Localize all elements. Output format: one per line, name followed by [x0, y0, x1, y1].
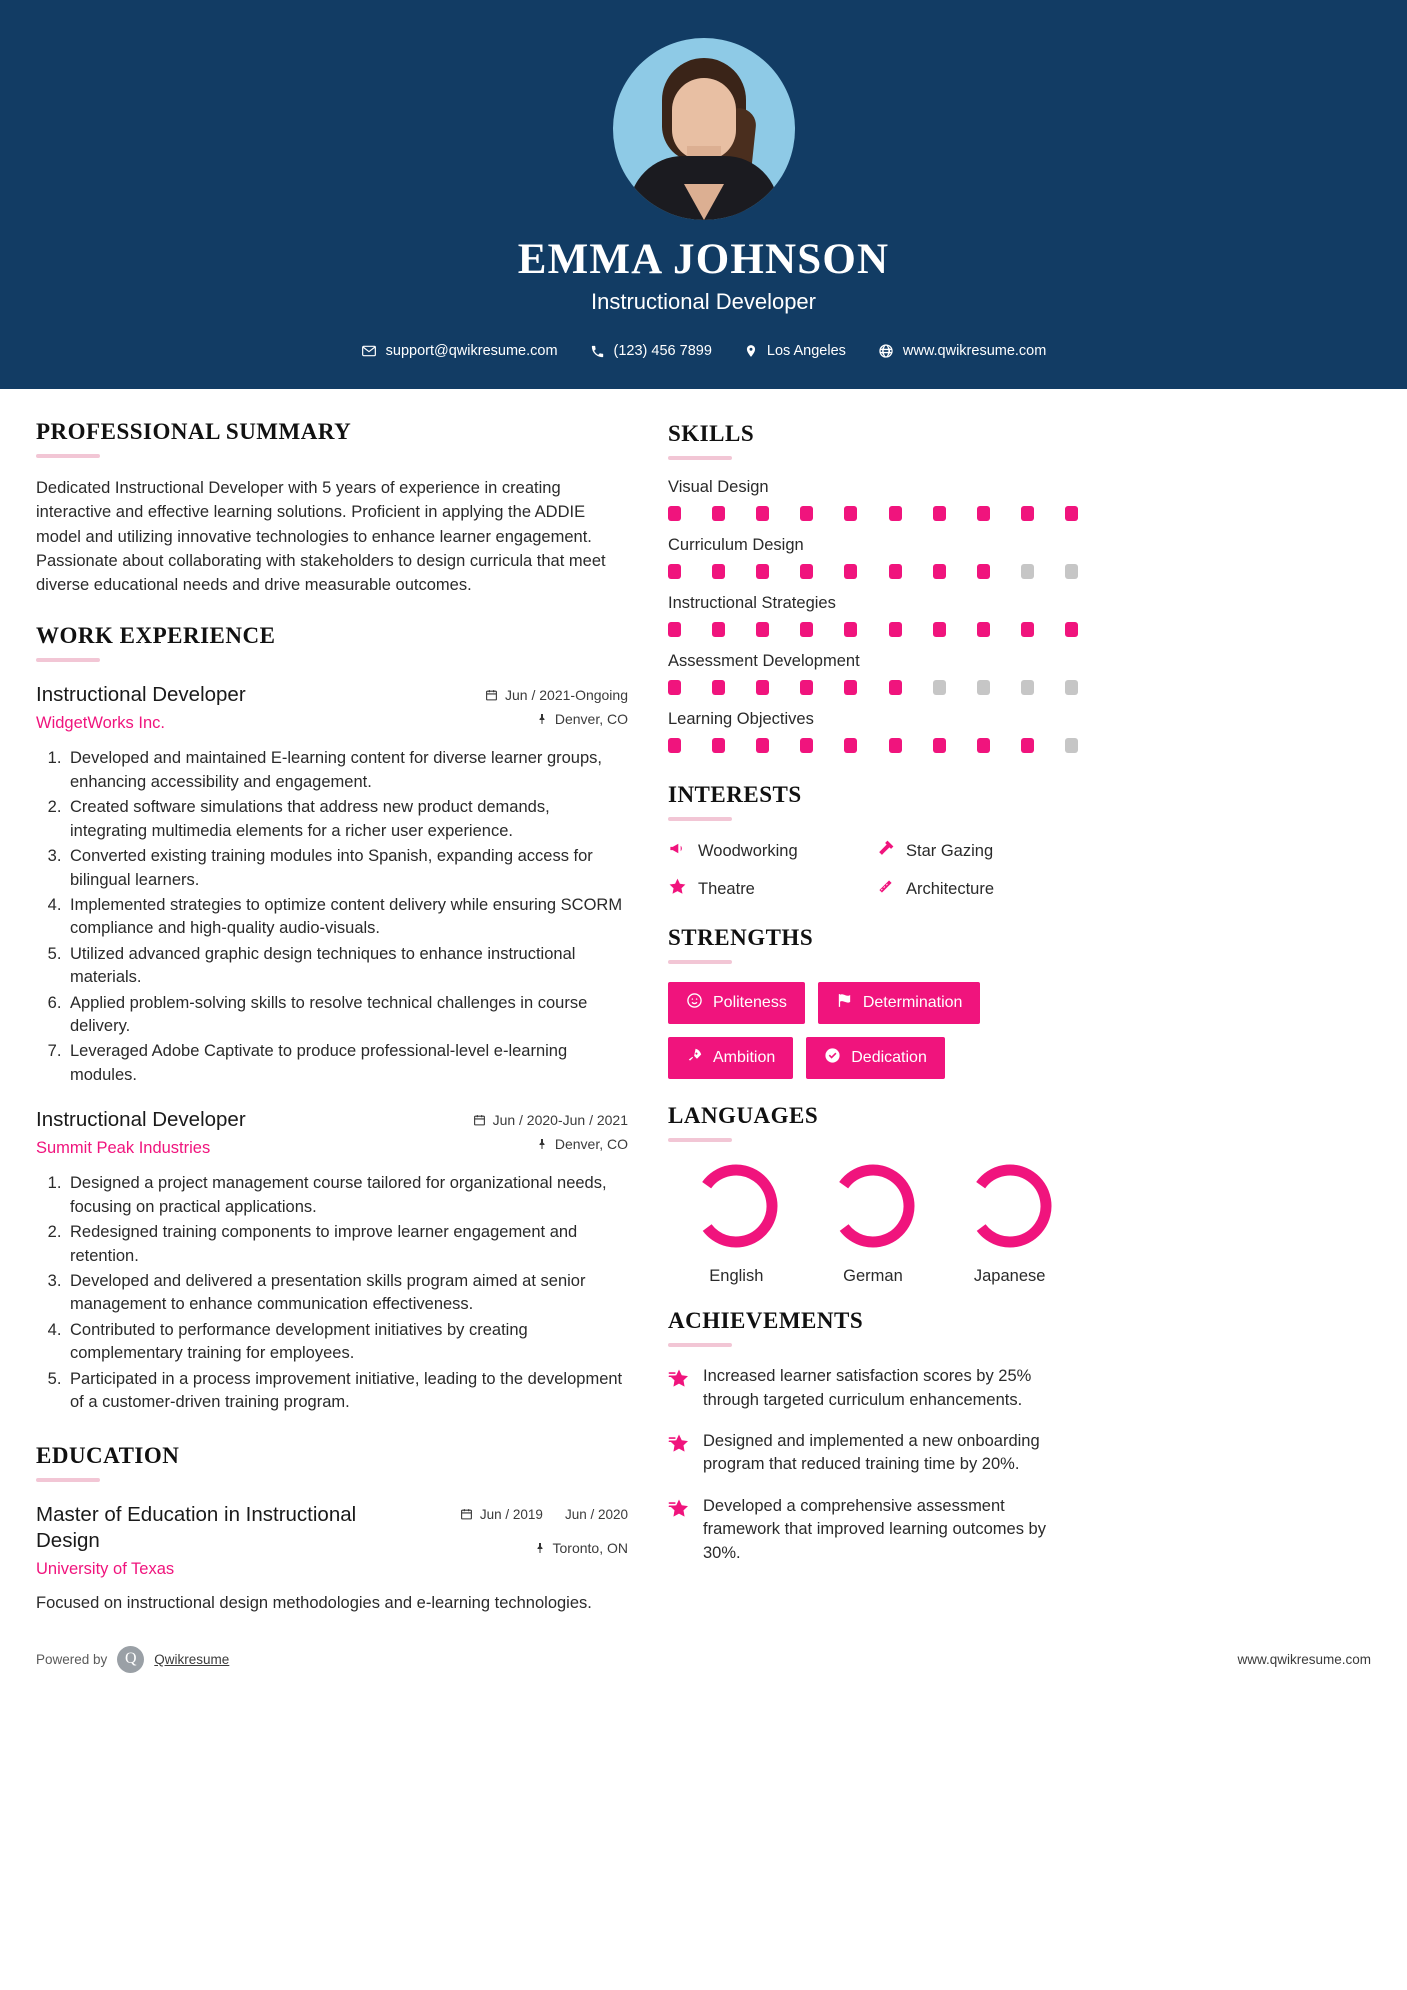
section-work-experience [36, 623, 628, 1414]
skill-dot [668, 738, 681, 753]
envelope-icon [361, 343, 377, 359]
strengths-container [668, 982, 1078, 1079]
skill-name: Learning Objectives [668, 710, 814, 729]
language-label: Japanese [973, 1267, 1046, 1286]
check-circle-icon [824, 1047, 841, 1069]
job-head [36, 682, 628, 735]
job-bullet: 7. Leveraged Adobe Captivate to produce professional-level e-learning modules. [66, 1040, 628, 1087]
skill-name: Curriculum Design [668, 536, 804, 555]
skill-dot [800, 622, 813, 637]
powered-by-label: Powered by [36, 1651, 108, 1667]
candidate-name: EMMA JOHNSON [517, 236, 890, 283]
contact-email[interactable] [345, 343, 574, 359]
jobs-container [36, 682, 628, 1414]
job-bullet: 6. Applied problem-solving skills to resolve technical challenges in course delivery. [66, 992, 628, 1039]
education-head [36, 1502, 628, 1579]
section-title-education: EDUCATION [36, 1442, 180, 1468]
skill-dot [1065, 564, 1078, 579]
language-progress-ring [827, 1160, 919, 1252]
skill-rating [668, 506, 1078, 521]
skill-rating [668, 680, 1078, 695]
skill-dot [712, 738, 725, 753]
resume-header [0, 0, 1407, 389]
section-rule [668, 1343, 732, 1347]
job-bullet-list [36, 1172, 628, 1414]
language-item [672, 1160, 800, 1286]
skill-dot [889, 622, 902, 637]
skill-dot [800, 738, 813, 753]
language-progress-ring [964, 1160, 1056, 1252]
achievement-star-icon [668, 1365, 690, 1395]
job-bullet-list [36, 747, 628, 1087]
job-location [473, 1136, 628, 1152]
skill-dot [889, 738, 902, 753]
skill-dot [977, 738, 990, 753]
interest-item [668, 839, 870, 863]
contact-location-text: Los Angeles [766, 343, 846, 360]
skill-dot [712, 680, 725, 695]
achievement-star-icon [668, 1430, 690, 1460]
strength-badge [668, 982, 805, 1024]
achievements-container [668, 1365, 1078, 1565]
skill-dot [977, 506, 990, 521]
skill-dot [712, 622, 725, 637]
achievement-star-icon [668, 1495, 690, 1525]
job-location [485, 711, 628, 727]
interests-container [668, 839, 1078, 901]
skill-rating [668, 622, 1078, 637]
job-entry [36, 682, 628, 1087]
section-rule [668, 1138, 732, 1142]
strength-label: Ambition [713, 1049, 776, 1067]
smiley-icon [686, 992, 703, 1014]
contact-location[interactable] [728, 343, 862, 359]
interest-item [876, 839, 1078, 863]
skill-dot [668, 564, 681, 579]
education-entry [36, 1502, 628, 1616]
section-title-skills: SKILLS [668, 421, 755, 447]
powered-by-block [36, 1646, 229, 1673]
spacer [36, 597, 628, 623]
job-bullet: 3. Converted existing training modules into Spanish, expanding access for bilingual learners. [66, 845, 628, 892]
education-dates [460, 1507, 628, 1524]
contact-website-text: www.qwikresume.com [902, 343, 1047, 360]
portrait-collar [684, 184, 724, 220]
job-bullet: 5. Participated in a process improvement initiative, leading to the development of a customer-driven training program. [66, 1368, 628, 1415]
skill-dot [933, 506, 946, 521]
job-bullet: 1. Developed and maintained E-learning content for diverse learner groups, enhancing accessibility and engagement. [66, 747, 628, 794]
skill-dot [844, 622, 857, 637]
skill-dot [1021, 738, 1034, 753]
spacer [668, 1085, 1078, 1103]
section-title-languages: LANGUAGES [668, 1103, 819, 1129]
strength-badge [806, 1037, 945, 1079]
skill-dot [844, 738, 857, 753]
section-rule [668, 456, 732, 460]
section-rule [36, 1478, 100, 1482]
achievement-text: Increased learner satisfaction scores by 25% through targeted curriculum enhancements. [703, 1367, 1032, 1409]
job-bullet: 2. Redesigned training components to improve learner engagement and retention. [66, 1221, 628, 1268]
skill-dot [756, 506, 769, 521]
job-location-text: Denver, CO [554, 1136, 628, 1153]
skill-dot [933, 622, 946, 637]
section-rule [36, 658, 100, 662]
skill-name: Visual Design [668, 478, 769, 497]
spacer [668, 768, 1078, 782]
skill-dot [668, 506, 681, 521]
skill-name: Instructional Strategies [668, 594, 836, 613]
star-icon [668, 877, 687, 901]
skill-row [668, 594, 1078, 637]
skill-dot [756, 680, 769, 695]
contact-phone[interactable] [574, 343, 728, 359]
skill-dot [889, 680, 902, 695]
avatar-portrait [613, 38, 795, 220]
language-label: German [843, 1267, 903, 1286]
job-dates-text: Jun / 2021-Ongoing [505, 687, 628, 704]
footer-url: www.qwikresume.com [1237, 1651, 1371, 1667]
resume-footer [0, 1630, 1407, 1693]
skill-dot [844, 680, 857, 695]
skill-dot [668, 680, 681, 695]
strength-badge [668, 1037, 793, 1079]
section-languages [668, 1103, 1078, 1286]
section-title-interests: INTERESTS [668, 782, 802, 808]
language-item [809, 1160, 937, 1286]
skill-dot [1065, 680, 1078, 695]
qwikresume-logo-icon: Q [117, 1646, 144, 1673]
skill-dot [1065, 506, 1078, 521]
job-company: WidgetWorks Inc. [36, 714, 165, 733]
job-meta [473, 1107, 628, 1160]
hammer-icon [876, 839, 895, 863]
job-entry [36, 1107, 628, 1414]
interest-label: Woodworking [698, 841, 798, 860]
flag-icon [836, 992, 853, 1014]
education-end: Jun / 2020 [564, 1507, 628, 1523]
section-skills [668, 421, 1078, 753]
skill-dot [668, 622, 681, 637]
skill-dot [977, 622, 990, 637]
spacer [668, 905, 1078, 925]
school-name: University of Texas [36, 1559, 175, 1578]
skill-dot [933, 680, 946, 695]
section-title-achievements: ACHIEVEMENTS [668, 1308, 864, 1334]
skill-name: Assessment Development [668, 652, 860, 671]
resume-body [0, 389, 1407, 1616]
skill-dot [1021, 680, 1034, 695]
education-location-text: Toronto, ON [552, 1539, 628, 1556]
skill-rating [668, 564, 1078, 579]
skill-row [668, 536, 1078, 579]
job-bullet: 1. Designed a project management course tailored for organizational needs, focusing on practical applications. [66, 1172, 628, 1219]
job-bullet: 4. Contributed to performance development initiatives by creating complementary training for employees. [66, 1319, 628, 1366]
language-item [946, 1160, 1074, 1286]
skill-dot [1065, 738, 1078, 753]
job-head [36, 1107, 628, 1160]
skill-row [668, 652, 1078, 695]
section-title-summary: PROFESSIONAL SUMMARY [36, 419, 352, 445]
skill-dot [889, 564, 902, 579]
skill-dot [889, 506, 902, 521]
skill-dot [1021, 564, 1034, 579]
section-title-strengths: STRENGTHS [668, 925, 814, 951]
achievement-text: Designed and implemented a new onboarding program that reduced training time by 20%. [703, 1432, 1040, 1474]
pin-icon [534, 1541, 546, 1555]
strength-label: Dedication [851, 1049, 927, 1067]
achievement-item [668, 1365, 1078, 1412]
skill-dot [756, 738, 769, 753]
pin-icon [536, 712, 548, 726]
skill-dot [933, 564, 946, 579]
job-title: Instructional Developer [36, 1108, 246, 1132]
achievement-item [668, 1430, 1078, 1477]
skill-row [668, 478, 1078, 521]
interest-label: Architecture [906, 879, 995, 898]
job-left [36, 682, 258, 733]
spacer [36, 1417, 628, 1443]
skill-dot [712, 564, 725, 579]
skill-dot [800, 506, 813, 521]
language-progress-ring [690, 1160, 782, 1252]
achievement-item [668, 1495, 1078, 1565]
job-meta [485, 682, 628, 735]
education-start: Jun / 2019 [479, 1507, 543, 1523]
section-achievements [668, 1308, 1078, 1565]
strength-label: Determination [862, 994, 963, 1012]
languages-container [668, 1160, 1078, 1286]
degree-title: Master of Education in Instructional Design [36, 1502, 357, 1553]
strength-label: Politeness [713, 994, 787, 1012]
job-dates-text: Jun / 2020-Jun / 2021 [492, 1112, 628, 1129]
skill-rating [668, 738, 1078, 753]
job-dates [473, 1112, 628, 1128]
job-title: Instructional Developer [36, 683, 246, 707]
left-column [36, 419, 628, 1616]
brand-link[interactable]: Qwikresume [154, 1651, 230, 1667]
strength-badge [818, 982, 981, 1024]
summary-text: Dedicated Instructional Developer with 5 years of experience in creating interactive and effective learning solutions. Proficient in applying the ADDIE model and utilizing innovative technologies to enhance learner engagement. Passionate about collaborating with stakeholders to design curricula that meet diverse educational needs and drive measurable outcomes. [36, 479, 606, 595]
right-column [668, 419, 1078, 1583]
job-dates [485, 687, 628, 703]
section-rule [36, 454, 100, 458]
pin-icon [536, 1137, 548, 1151]
ruler-icon [876, 877, 895, 901]
section-education [36, 1443, 628, 1616]
job-bullet: 3. Developed and delivered a presentation skills program aimed at senior management to enhance communication effectiveness. [66, 1270, 628, 1317]
skill-dot [844, 506, 857, 521]
education-meta [460, 1502, 628, 1564]
interest-item [668, 877, 870, 901]
job-bullet: 4. Implemented strategies to optimize content delivery while ensuring SCORM compliance and high-quality audio-visuals. [66, 894, 628, 941]
skill-row [668, 710, 1078, 753]
education-left [36, 1502, 378, 1579]
section-title-work: WORK EXPERIENCE [36, 623, 276, 649]
phone-icon [590, 344, 605, 359]
skill-dot [933, 738, 946, 753]
job-location-text: Denver, CO [554, 711, 628, 728]
language-label: English [709, 1267, 764, 1286]
section-professional-summary [36, 419, 628, 597]
calendar-icon [460, 1507, 473, 1524]
calendar-icon [473, 1113, 486, 1127]
avatar [613, 38, 795, 220]
interest-label: Star Gazing [906, 841, 994, 860]
contact-phone-text: (123) 456 7899 [613, 343, 712, 360]
skill-dot [1021, 506, 1034, 521]
job-bullet: 5. Utilized advanced graphic design techniques to enhance instructional materials. [66, 943, 628, 990]
contact-email-text: support@qwikresume.com [385, 343, 558, 360]
interest-label: Theatre [698, 879, 755, 898]
skill-dot [1065, 622, 1078, 637]
skill-dot [800, 564, 813, 579]
rocket-icon [686, 1047, 703, 1069]
globe-icon [878, 343, 894, 359]
skill-dot [977, 564, 990, 579]
contact-row [0, 343, 1407, 359]
achievement-text: Developed a comprehensive assessment framework that improved learning outcomes by 30%. [703, 1496, 1046, 1562]
section-strengths [668, 925, 1078, 1079]
skill-dot [844, 564, 857, 579]
spacer [668, 1286, 1078, 1308]
section-interests [668, 782, 1078, 901]
job-left [36, 1107, 258, 1158]
section-rule [668, 960, 732, 964]
skill-dot [977, 680, 990, 695]
skill-dot [756, 622, 769, 637]
interest-item [876, 877, 1078, 901]
job-bullet: 2. Created software simulations that address new product demands, integrating multimedia elements for a richer user experience. [66, 796, 628, 843]
contact-website[interactable] [862, 343, 1062, 359]
candidate-role: Instructional Developer [590, 289, 816, 315]
skill-dot [756, 564, 769, 579]
skill-dot [800, 680, 813, 695]
skill-dot [712, 506, 725, 521]
education-location [460, 1540, 628, 1556]
location-pin-icon [744, 343, 758, 359]
megaphone-icon [668, 839, 687, 863]
skill-dot [1021, 622, 1034, 637]
job-company: Summit Peak Industries [36, 1138, 211, 1157]
calendar-icon [485, 688, 498, 702]
skills-container [668, 478, 1078, 753]
section-rule [668, 817, 732, 821]
education-description: Focused on instructional design methodologies and e-learning technologies. [36, 1593, 592, 1612]
